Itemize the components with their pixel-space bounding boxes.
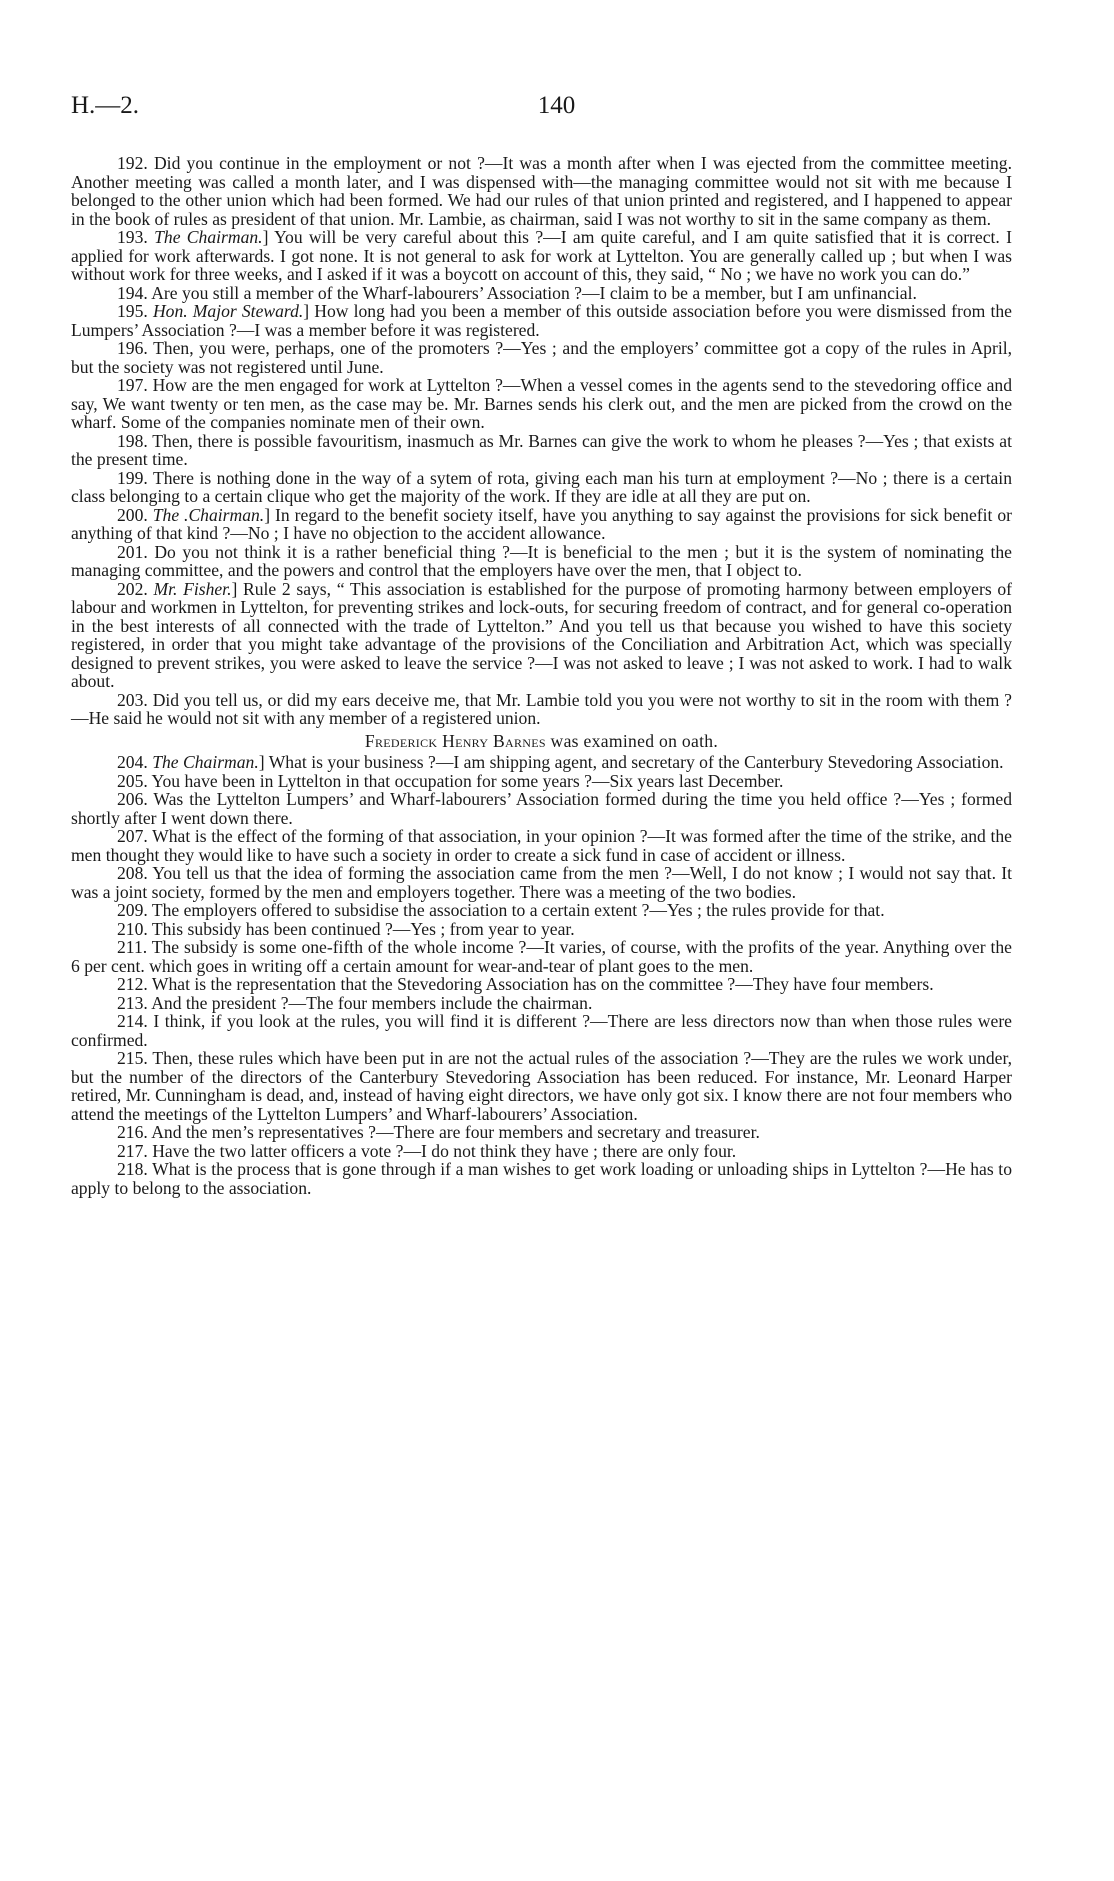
speaker: Mr. Fisher. [153,578,232,599]
paragraph-192: 192. Did you continue in the employment or not ?—It was a month after when I was ejected from the committee meeting. Another meeting was called a month later, and I was dispensed with—the managing committee would not sit with me because I belonged to the other union which had been formed. We had our rules of that union printed and registered, and I happened to appear in the book of rules as president of that union. Mr. Lambie, as chairman, said I was not worthy to sit in the same company as them. [71,153,1012,229]
speaker: The Chairman. [154,227,263,247]
paragraph-214: 214. I think, if you look at the rules, you will find it is different ?—There are less directors now than when those rules were confirmed. [71,1011,1012,1050]
paragraph-210: 210. This subsidy has been continued ?—Yes ; from year to year. [117,918,575,939]
paragraph-200: 200. The .Chairman.] In regard to the benefit society itself, have you anything to say against the provisions for sick benefit or anything of that kind ?—No ; I have no objection to the accident allowance. [71,504,1013,543]
page-header [71,92,1012,124]
paragraph-199: 199. There is nothing done in the way of a sytem of rota, giving each man his turn at employment ?—No ; there is a certain class belonging to a certain clique who get the majority of the work. If they are idle at all they are put on. [71,467,1012,506]
paragraph-217: 217. Have the two latter officers a vote ?—I do not think they have ; there are only four. [117,1140,737,1161]
document-body [71,154,1012,1197]
paragraph-213: 213. And the president ?—The four members include the chairman. [117,992,593,1013]
document-reference: H.—2. [71,92,140,119]
paragraph-201: 201. Do you not think it is a rather beneficial thing ?—It is beneficial to the men ; but it is the system of nominating the managing committee, and the powers and control that the employers have over the men, that I object to. [71,541,1012,580]
paragraph-209: 209. The employers offered to subsidise the association to a certain extent ?—Yes ; the rules provide for that. [117,900,885,920]
paragraph-206: 206. Was the Lyttelton Lumpers’ and Wharf-labourers’ Association formed during the time you held office ?—Yes ; formed shortly after I went down there. [71,789,1012,828]
paragraph-216: 216. And the men’s representatives ?—There are four members and secretary and treasurer. [117,1122,760,1142]
witness-name: Frederick Henry Barnes [364,730,546,751]
paragraph-218: 218. What is the process that is gone through if a man wishes to get work loading or unloading ships in Lyttelton ?—He has to apply to belong to the association. [71,1159,1012,1198]
witness-heading: Frederick Henry Barnes was examined on oath. [364,730,719,751]
paragraph-195: 195. Hon. Major Steward.] How long had you been a member of this outside association before you were dismissed from the Lumpers’ Association ?—I was a member before it was registered. [71,301,1012,340]
paragraph-193: 193. The Chairman.] You will be very careful about this ?—I am quite careful, and I am quite satisfied that it is correct. I applied for work afterwards. I got none. It is not general to ask for work at Lyttelton. You are generally called up ; but when I was without work for three weeks, and I asked if it was a boycott on account of this, they said, “ No ; we have no work you can do.” [71,227,1012,284]
paragraph-205: 205. You have been in Lyttelton in that occupation for some years ?—Six years last December. [117,770,784,791]
paragraph-204: 204. The Chairman.] What is your business ?—I am shipping agent, and secretary of the Canterbury Stevedoring Association. [117,752,1004,772]
paragraph-208: 208. You tell us that the idea of forming the association came from the men ?—Well, I do not know ; I would not say that. It was a joint society, formed by the men and employers together. There was a meeting of the two bodies. [71,863,1012,902]
speaker: The Chairman. [152,752,259,772]
paragraph-203: 203. Did you tell us, or did my ears deceive me, that Mr. Lambie told you you were not worthy to sit in the room with them ?—He said he would not sit with any member of a registered union. [71,689,1012,728]
paragraph-196: 196. Then, you were, perhaps, one of the promoters ?—Yes ; and the employers’ committee got a copy of the rules in April, but the society was not registered until June. [71,338,1012,377]
speaker: Hon. Major Steward. [152,301,304,321]
paragraph-207: 207. What is the effect of the forming of that association, in your opinion ?—It was formed after the time of the strike, and the men thought they would like to have such a society in order to create a sick fund in case of accident or illness. [71,826,1012,865]
paragraph-194: 194. Are you still a member of the Wharf-labourers’ Association ?—I claim to be a member, but I am unfinancial. [117,282,917,303]
paragraph-197: 197. How are the men engaged for work at Lyttelton ?—When a vessel comes in the agents send to the stevedoring office and say, We want twenty or ten men, as the case may be. Mr. Barnes sends his clerk out, and the men are picked from the crowd on the wharf. Some of the companies nominate men of their own. [71,375,1012,432]
paragraph-211: 211. The subsidy is some one-fifth of the whole income ?—It varies, of course, with the profits of the year. Anything over the 6 per cent. which goes in writing off a certain amount for wear-and-tear of plant goes to the men. [71,937,1012,976]
paragraph-198: 198. Then, there is possible favouritism, inasmuch as Mr. Barnes can give the work to whom he pleases ?—Yes ; that exists at the present time. [71,430,1012,469]
paragraph-215: 215. Then, these rules which have been put in are not the actual rules of the association ?—They are the rules we work under, but the number of the directors of the Canterbury Stevedoring Association has been reduced. For instance, Mr. Leonard Harper retired, Mr. Cunningham is dead, and, instead of having eight directors, we have only got six. I know there are not four members who attend the meetings of the Lyttelton Lumpers’ and Wharf-labourers’ Association. [71,1048,1012,1124]
paragraph-202: 202. Mr. Fisher.] Rule 2 says, “ This association is established for the purpose of promoting harmony between employers of labour and workmen in Lyttelton, for preventing strikes and lock-outs, for securing freedom of contract, and for general co-operation in the best interests of all connected with the trade of Lyttelton.” And you tell us that because you wished to have this society registered, in order that you might take advantage of the provisions of the Conciliation and Arbitration Act, which was specially designed to prevent strikes, you were asked to leave the service ?—I was not asked to leave ; I was not asked to work. I had to walk about. [71,578,1012,691]
paragraph-212: 212. What is the representation that the Stevedoring Association has on the committee ?—They have four members. [117,974,934,994]
page-number: 140 [537,92,576,119]
speaker: The .Chairman. [152,504,265,525]
